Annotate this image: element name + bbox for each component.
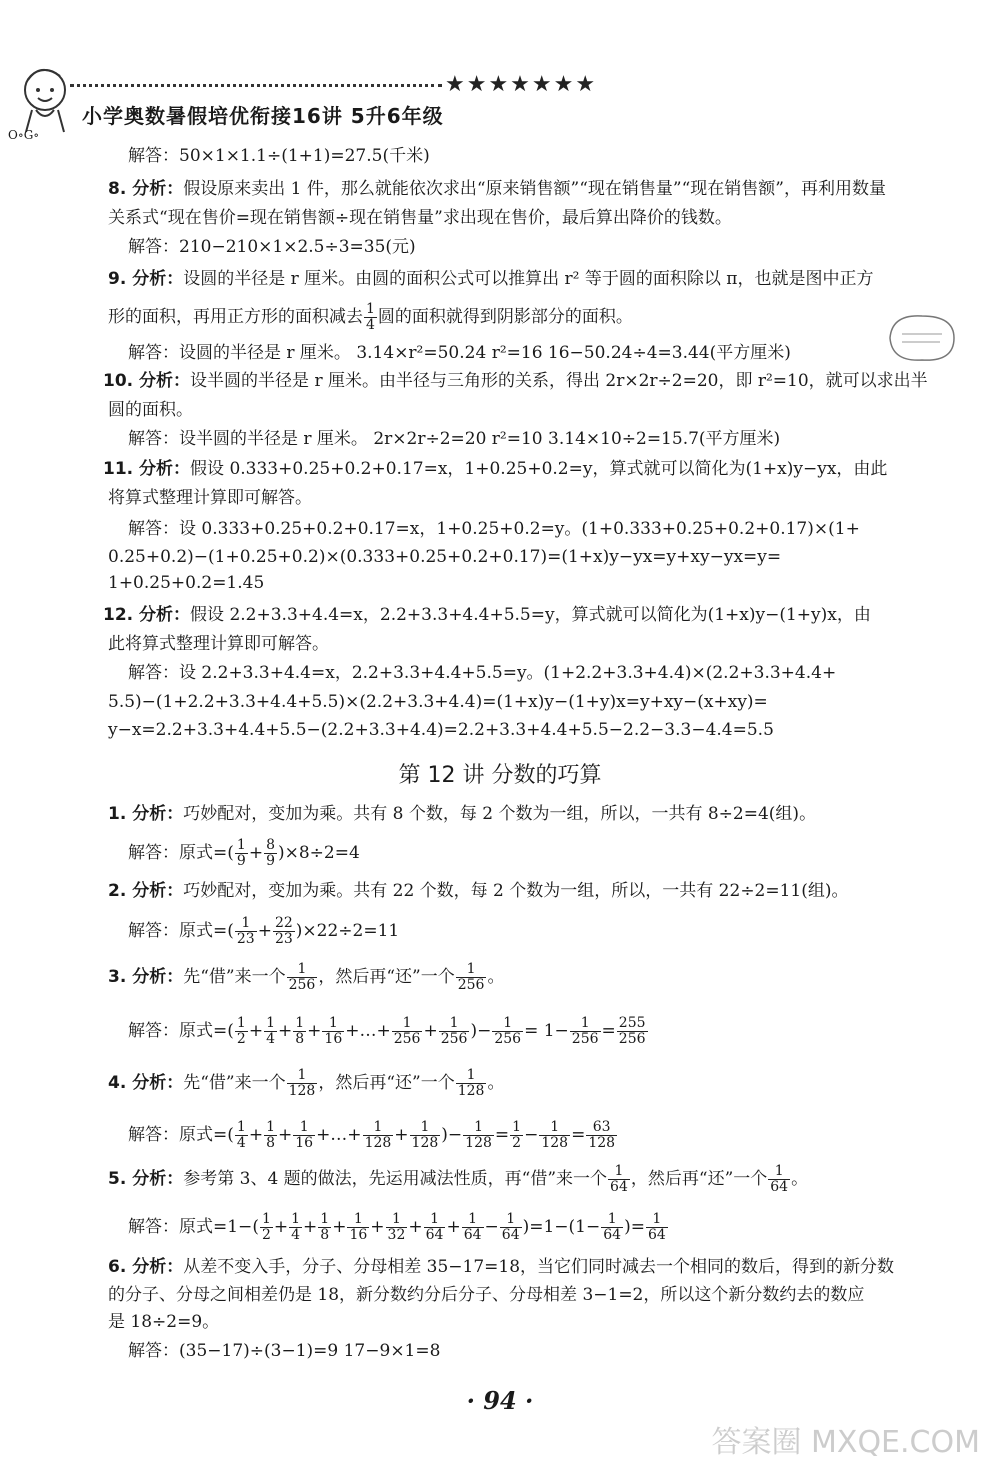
- stamp-mark: [882, 308, 962, 372]
- analysis-line: 3. 分析：先“借”来一个 $\frac{1}{256}$ ，然后再“还”一个 $\frac{1}{256}$ 。: [108, 961, 505, 993]
- answer-line: 解答：50×1×1.1÷(1+1)=27.5(千米): [128, 146, 430, 166]
- page-number: · 94 ·: [466, 1386, 534, 1415]
- analysis-text: 圆的面积。: [108, 400, 193, 420]
- item-label: 2. 分析：: [108, 881, 184, 901]
- item-label: 6. 分析：: [108, 1257, 184, 1277]
- analysis-text: 的分子、分母之间相差仍是 18，新分数约分后分子、分母相差 3−1=2，所以这个新分数约去的数应: [108, 1285, 865, 1305]
- answer-line: 解答：原式=( $\frac{1}{2}$ + $\frac{1}{4}$ + $\frac{1}{8}$ + $\frac{1}{16}$ +…+ $\frac{1}{256}$ + $\frac{1}{256}$ )− $\frac{1}{256}$ = 1− $\frac{1}{256}$ = $\frac{255}{256}$: [128, 1015, 646, 1047]
- answer-line: 解答：设 0.333+0.25+0.2+0.17=x，1+0.25+0.2=y。(1+0.333+0.25+0.2+0.17)×(1+: [128, 519, 860, 539]
- analysis-text: 巧妙配对，变加为乘。共有 8 个数，每 2 个数为一组，所以，一共有 8÷2=4(组)。: [183, 804, 817, 824]
- mascot-caption: O∘G∘: [8, 128, 40, 142]
- section-title: 第 12 讲 分数的巧算: [398, 763, 602, 788]
- item-label: 12. 分析：: [103, 605, 191, 625]
- header-stars: ★★★★★★★: [445, 72, 598, 97]
- analysis-text: 设圆的半径是 r 厘米。由圆的面积公式可以推算出 r² 等于圆的面积除以 π，也就是图中正方: [183, 269, 874, 289]
- item-label: 11. 分析：: [103, 459, 191, 479]
- analysis-text: 圆的面积就得到阴影部分的面积。: [377, 307, 633, 327]
- answer-line: 解答：原式=( $\frac{1}{9}$ + $\frac{8}{9}$ )×8÷2=4: [128, 837, 360, 869]
- analysis-text: 是 18÷2=9。: [108, 1312, 220, 1332]
- answer-line: 解答：(35−17)÷(3−1)=9 17−9×1=8: [128, 1341, 441, 1361]
- analysis-text: 将算式整理计算即可解答。: [108, 488, 312, 508]
- analysis-text: 巧妙配对，变加为乘。共有 22 个数，每 2 个数为一组，所以，一共有 22÷2=11(组)。: [183, 881, 849, 901]
- item-label: 8. 分析：: [108, 179, 184, 199]
- analysis-text: 假设原来卖出 1 件，那么就能依次求出“原来销售额”“现在销售量”“现在销售额”，再利用数量: [183, 179, 886, 199]
- item-label: 9. 分析：: [108, 269, 184, 289]
- analysis-line: 5. 分析：参考第 3、4 题的做法，先运用减法性质，再“借”来一个 $\frac{1}{64}$ ，然后再“还”一个 $\frac{1}{64}$ 。: [108, 1163, 809, 1195]
- answer-line: y−x=2.2+3.3+4.4+5.5−(2.2+3.3+4.4)=2.2+3.3+4.4+5.5−2.2−3.3−4.4=5.5: [108, 720, 774, 740]
- analysis-text: 从差不变入手，分子、分母相差 35−17=18，当它们同时减去一个相同的数后，得到的新分数: [183, 1257, 895, 1277]
- analysis-text: 假设 0.333+0.25+0.2+0.17=x，1+0.25+0.2=y，算式就可以简化为(1+x)y−yx，由此: [190, 459, 888, 479]
- answer-line: 解答：设半圆的半径是 r 厘米。 2r×2r÷2=20 r²=10 3.14×10÷2=15.7(平方厘米): [128, 429, 781, 449]
- analysis-text: 此将算式整理计算即可解答。: [108, 634, 329, 654]
- book-title: 小学奥数暑假培优衔接16讲 5升6年级: [82, 104, 444, 128]
- item-label: 1. 分析：: [108, 804, 184, 824]
- analysis-text: 关系式“现在售价=现在销售额÷现在销售量”求出现在售价，最后算出降价的钱数。: [108, 208, 732, 228]
- answer-line: 解答：210−210×1×2.5÷3=35(元): [128, 237, 416, 257]
- answer-line: 0.25+0.2)−(1+0.25+0.2)×(0.333+0.25+0.2+0.17)=(1+x)y−yx=y+xy−yx=y=: [108, 547, 782, 567]
- analysis-text: 假设 2.2+3.3+4.4=x，2.2+3.3+4.4+5.5=y，算式就可以简化为(1+x)y−(1+y)x，由: [190, 605, 871, 625]
- header-dotted-line: [70, 84, 442, 87]
- answer-line: 解答：设圆的半径是 r 厘米。 3.14×r²=50.24 r²=16 16−50.24÷4=3.44(平方厘米): [128, 343, 791, 363]
- analysis-text: 设半圆的半径是 r 厘米。由半径与三角形的关系，得出 2r×2r÷2=20，即 r²=10，就可以求出半: [190, 371, 928, 391]
- answer-line: 5.5)−(1+2.2+3.3+4.4+5.5)×(2.2+3.3+4.4)=(1+x)y−(1+y)x=y+xy−(x+xy)=: [108, 692, 768, 712]
- answer-line: 解答：原式=( $\frac{1}{4}$ + $\frac{1}{8}$ + $\frac{1}{16}$ +…+ $\frac{1}{128}$ + $\frac{1}{128}$ )− $\frac{1}{128}$ = $\frac{1}{2}$ − $\frac{1}{128}$ = $\frac{63}{128}$: [128, 1119, 616, 1151]
- watermark: 答案圈 MXQE.COM: [711, 1425, 980, 1460]
- answer-line: 1+0.25+0.2=1.45: [108, 573, 265, 593]
- fraction: $\frac{1}{4}$: [366, 301, 375, 333]
- answer-line: 解答：设 2.2+3.3+4.4=x，2.2+3.3+4.4+5.5=y。(1+2.2+3.3+4.4)×(2.2+3.3+4.4+: [128, 663, 837, 683]
- item-label: 10. 分析：: [103, 371, 191, 391]
- answer-line: 解答：原式=( $\frac{1}{23}$ + $\frac{22}{23}$ )×22÷2=11: [128, 915, 400, 947]
- analysis-line: 4. 分析：先“借”来一个 $\frac{1}{128}$ ，然后再“还”一个 $\frac{1}{128}$ 。: [108, 1067, 505, 1099]
- analysis-text: 形的面积，再用正方形的面积减去: [108, 307, 363, 327]
- answer-line: 解答：原式=1−( $\frac{1}{2}$ + $\frac{1}{4}$ + $\frac{1}{8}$ + $\frac{1}{16}$ + $\frac{1}{32}$ + $\frac{1}{64}$ + $\frac{1}{64}$ − $\frac{1}{64}$ )=1−(1− $\frac{1}{64}$ )= $\frac{1}{64}$: [128, 1211, 666, 1243]
